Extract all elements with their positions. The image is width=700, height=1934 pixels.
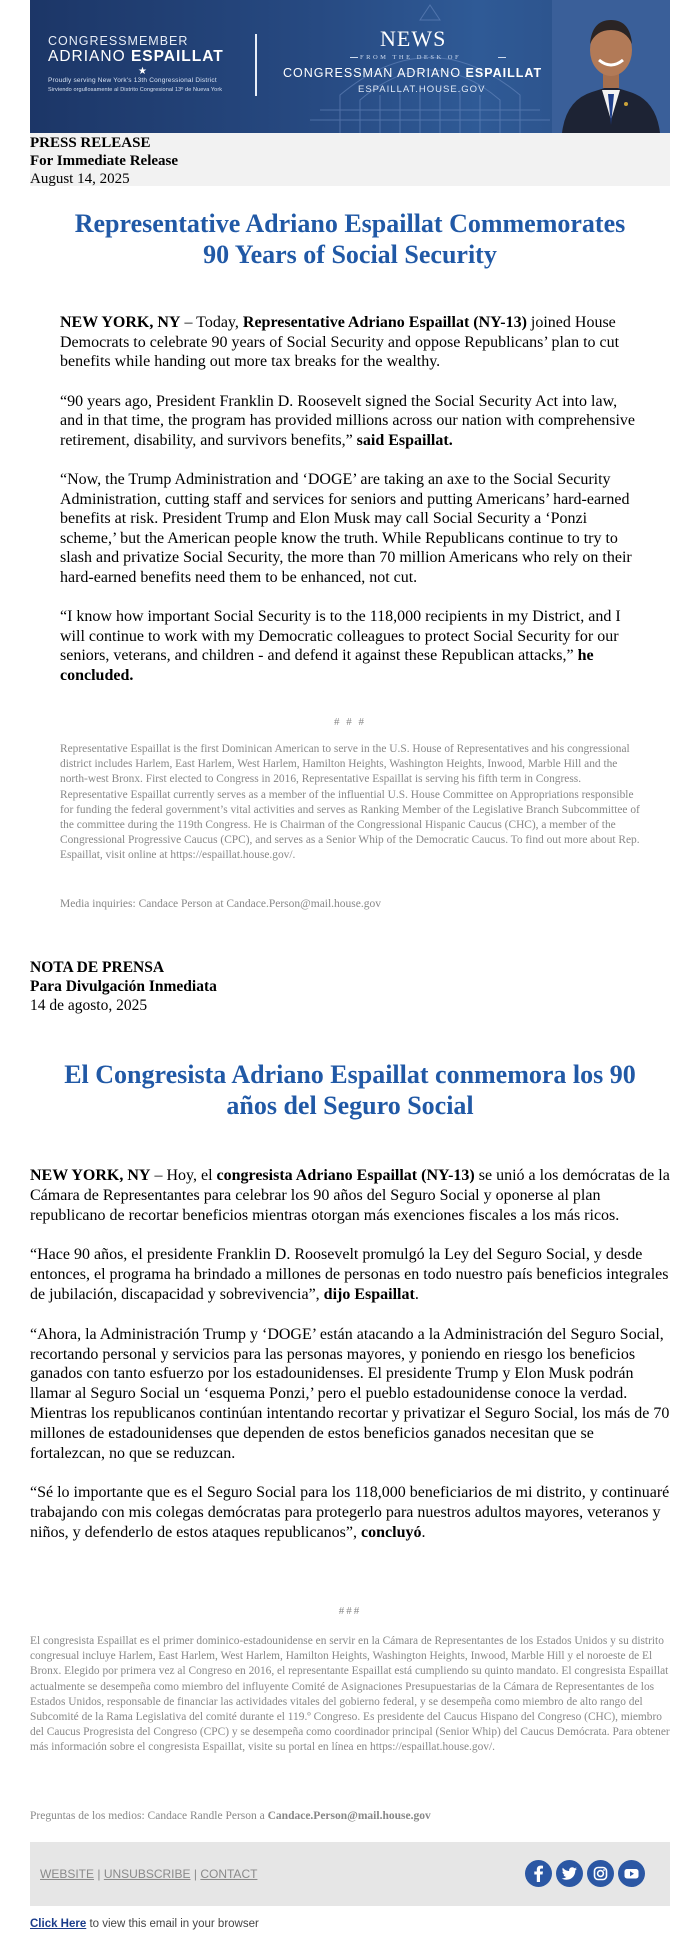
english-headline: Representative Adriano Espaillat Commemorates 90 Years of Social Security	[74, 209, 626, 269]
spanish-paragraph-2: “Hace 90 años, el presidente Franklin D. Roosevelt promulgó la Ley del Seguro Social, y desde entonces, el programa ha brindado a millones de personas en todo nuestro país beneficios integrales de jubilación, discapacidad y sobrevivencia”, dijo Espaillat.	[30, 1246, 669, 1303]
english-media-inquiries: Media inquiries: Candace Person at Candace.Person@mail.house.gov	[60, 898, 382, 910]
spanish-paragraph-4: “Sé lo importante que es el Seguro Social para los 118,000 beneficiarios de mi distrito, y continuaré trabajando con mis colegas demócratas para protegerlo para nuestros adultos mayores, veteranos y niños, y defenderlo de estos ataques republicanos”, concluyó.	[30, 1484, 670, 1541]
footer-links: WEBSITE | UNSUBSCRIBE | CONTACT	[40, 1867, 258, 1881]
spanish-paragraph-1: NEW YORK, NY – Hoy, el congresista Adriano Espaillat (NY-13) se unió a los demócratas de la Cámara de Representantes para celebrar los 90 años del Seguro Social y oponerse al plan republicano de recortar beneficios mientras otorgan más exenciones fiscales a los más ricos.	[30, 1167, 670, 1224]
congressman-portrait	[552, 0, 670, 133]
unsubscribe-link[interactable]: UNSUBSCRIBE	[103, 1867, 191, 1881]
release-date: August 14, 2025	[30, 171, 130, 187]
news-heading: NEWS	[380, 26, 447, 51]
banner-tagline-es: Sirviendo orgullosamente al Distrito Congresional 13º de Nueva York	[48, 87, 223, 93]
banner-website: ESPAILLAT.HOUSE.GOV	[358, 84, 486, 95]
click-here-link[interactable]: Click Here	[30, 1918, 87, 1930]
banner-divider	[255, 34, 257, 96]
newsletter-banner	[30, 0, 670, 133]
star-icon: ★	[138, 66, 147, 77]
spanish-body	[30, 1166, 670, 1563]
youtube-icon[interactable]	[618, 1860, 645, 1887]
facebook-icon[interactable]	[525, 1860, 552, 1887]
twitter-icon[interactable]	[556, 1860, 583, 1887]
spanish-headline: El Congresista Adriano Espaillat conmemora los 90 años del Seguro Social	[64, 1060, 636, 1120]
release-type: PRESS RELEASE	[30, 135, 151, 151]
spanish-separator: ###	[338, 1605, 362, 1617]
spanish-release-header	[30, 958, 217, 1015]
english-bio: Representative Espaillat is the first Dominican American to serve in the U.S. House of Representatives and his congressional district includes Harlem, East Harlem, West Harlem, Hamilton Heights, Washington Heights, Inwood, Marble Hill and the north-west Bronx. First elected to Congress in 2016, Representative Espaillat is serving his fifth term in Congress. Representative Espaillat currently serves as a member of the influential U.S. House Committee on Appropriations responsible for funding the federal government’s vital activities and serves as Ranking Member of the Legislative Branch Subcommittee of the committee during the 119th Congress. He is Chairman of the Congressional Hispanic Caucus (CHC), a member of the Congressional Progressive Caucus (CPC), and serves as a Senior Whip of the Democratic Caucus. To find out more about Rep. Espaillat, visit online at https://espaillat.house.gov/.	[60, 743, 640, 862]
desk-rule-right	[498, 57, 506, 58]
release-date-es: 14 de agosto, 2025	[30, 997, 148, 1014]
desk-rule-left	[350, 57, 358, 58]
english-paragraph-4: “I know how important Social Security is to the 118,000 recipients in my District, and I will continue to work with my Democratic colleagues to protect Social Security for our seniors, veterans, and children - and defend it against these Republican attacks,” he concluded.	[60, 608, 621, 684]
website-link[interactable]: WEBSITE	[40, 1867, 95, 1881]
view-in-browser: Click Here to view this email in your browser	[30, 1918, 259, 1930]
english-separator: # # #	[334, 716, 366, 728]
spanish-paragraph-3: “Ahora, la Administración Trump y ‘DOGE’ están atacando a la Administración del Seguro Social, recortando personal y servicios para las personas mayores, y poniendo en riesgo los beneficios ganados con tanto esfuerzo por los estadounidenses. El presidente Trump y Elon Musk podrán llamar al Seguro Social un ‘esquema Ponzi,’ pero el pueblo estadounidense conoce la verdad. Mientras los republicanos continúan intentando recortar y privatizar el Seguro Social, los más de 70 millones de estadounidenses que dependen de estos beneficios ganados necesitan que se fortalezcan, no que se reduzcan.	[30, 1325, 670, 1462]
banner-congressman-name: CONGRESSMAN ADRIANO ESPAILLAT	[283, 66, 543, 80]
congressmember-label: CONGRESSMEMBER	[48, 34, 189, 48]
instagram-icon[interactable]	[587, 1860, 614, 1887]
english-paragraph-2: “90 years ago, President Franklin D. Roosevelt signed the Social Security Act into law, and in that time, the program has provided millions across our nation with comprehensive retirement, disability, and survivors benefits,” said Espaillat.	[60, 392, 635, 449]
release-timing: For Immediate Release	[30, 153, 179, 169]
banner-member-name: ADRIANO ESPAILLAT	[48, 48, 224, 65]
spanish-media-inquiries: Preguntas de los medios: Candace Randle Person a Candace.Person@mail.house.gov	[30, 1810, 431, 1822]
contact-link[interactable]: CONTACT	[200, 1867, 258, 1881]
footer-bar	[30, 1842, 670, 1906]
english-paragraph-1: NEW YORK, NY – Today, Representative Adriano Espaillat (NY-13) joined House Democrats to celebrate 90 years of Social Security and oppose Republicans’ plan to cut benefits while handing out more tax breaks for the wealthy.	[60, 314, 620, 370]
banner-tagline-en: Proudly serving New York's 13th Congressional District	[48, 77, 217, 84]
english-release-header	[30, 133, 670, 186]
from-desk-label: FROM THE DESK OF	[360, 54, 462, 61]
spanish-bio: El congresista Espaillat es el primer dominico-estadounidense en servir en la Cámara de Representantes de los Estados Unidos y su distrito congresual incluye Harlem, East Harlem, West Harlem, Hamilton Heights, Washington Heights, Inwood, Marble Hill y el noroeste de El Bronx. Elegido por primera vez al Congreso en 2016, el representante Espaillat está cumpliendo su quinto mandato. El congresista Espaillat actualmente se desempeña como miembro del influyente Comité de Asignaciones Presupuestarias de la Cámara de Representantes de los Estados Unidos, responsable de financiar las actividades vitales del gobierno federal, y se desempeña como miembro de alto rango del Subcomité de la Rama Legislativa del comité durante el 119.º Congreso. Es presidente del Caucus Hispano del Congreso (CHC), miembro del Caucus Progresista del Congreso (CPC) y se desempeña como coordinador principal (Senior Whip) del Caucus Demócrata. Para obtener más información sobre el congresista Espaillat, visite su portal en línea en https://espaillat.house.gov/.	[30, 1635, 670, 1754]
english-paragraph-3: “Now, the Trump Administration and ‘DOGE’ are taking an axe to the Social Security Administration, cutting staff and services for seniors and putting Americans’ hard-earned benefits at risk. President Trump and Elon Musk may call Social Security a ‘Ponzi scheme,’ but the American people know the truth. While Republicans continue to try to slash and privatize Social Security, the more than 70 million Americans who rely on their hard-earned benefits need them to be enhanced, not cut.	[60, 471, 632, 586]
release-timing-es: Para Divulgación Inmediata	[30, 978, 217, 995]
english-body	[60, 313, 640, 705]
release-type-es: NOTA DE PRENSA	[30, 959, 165, 976]
